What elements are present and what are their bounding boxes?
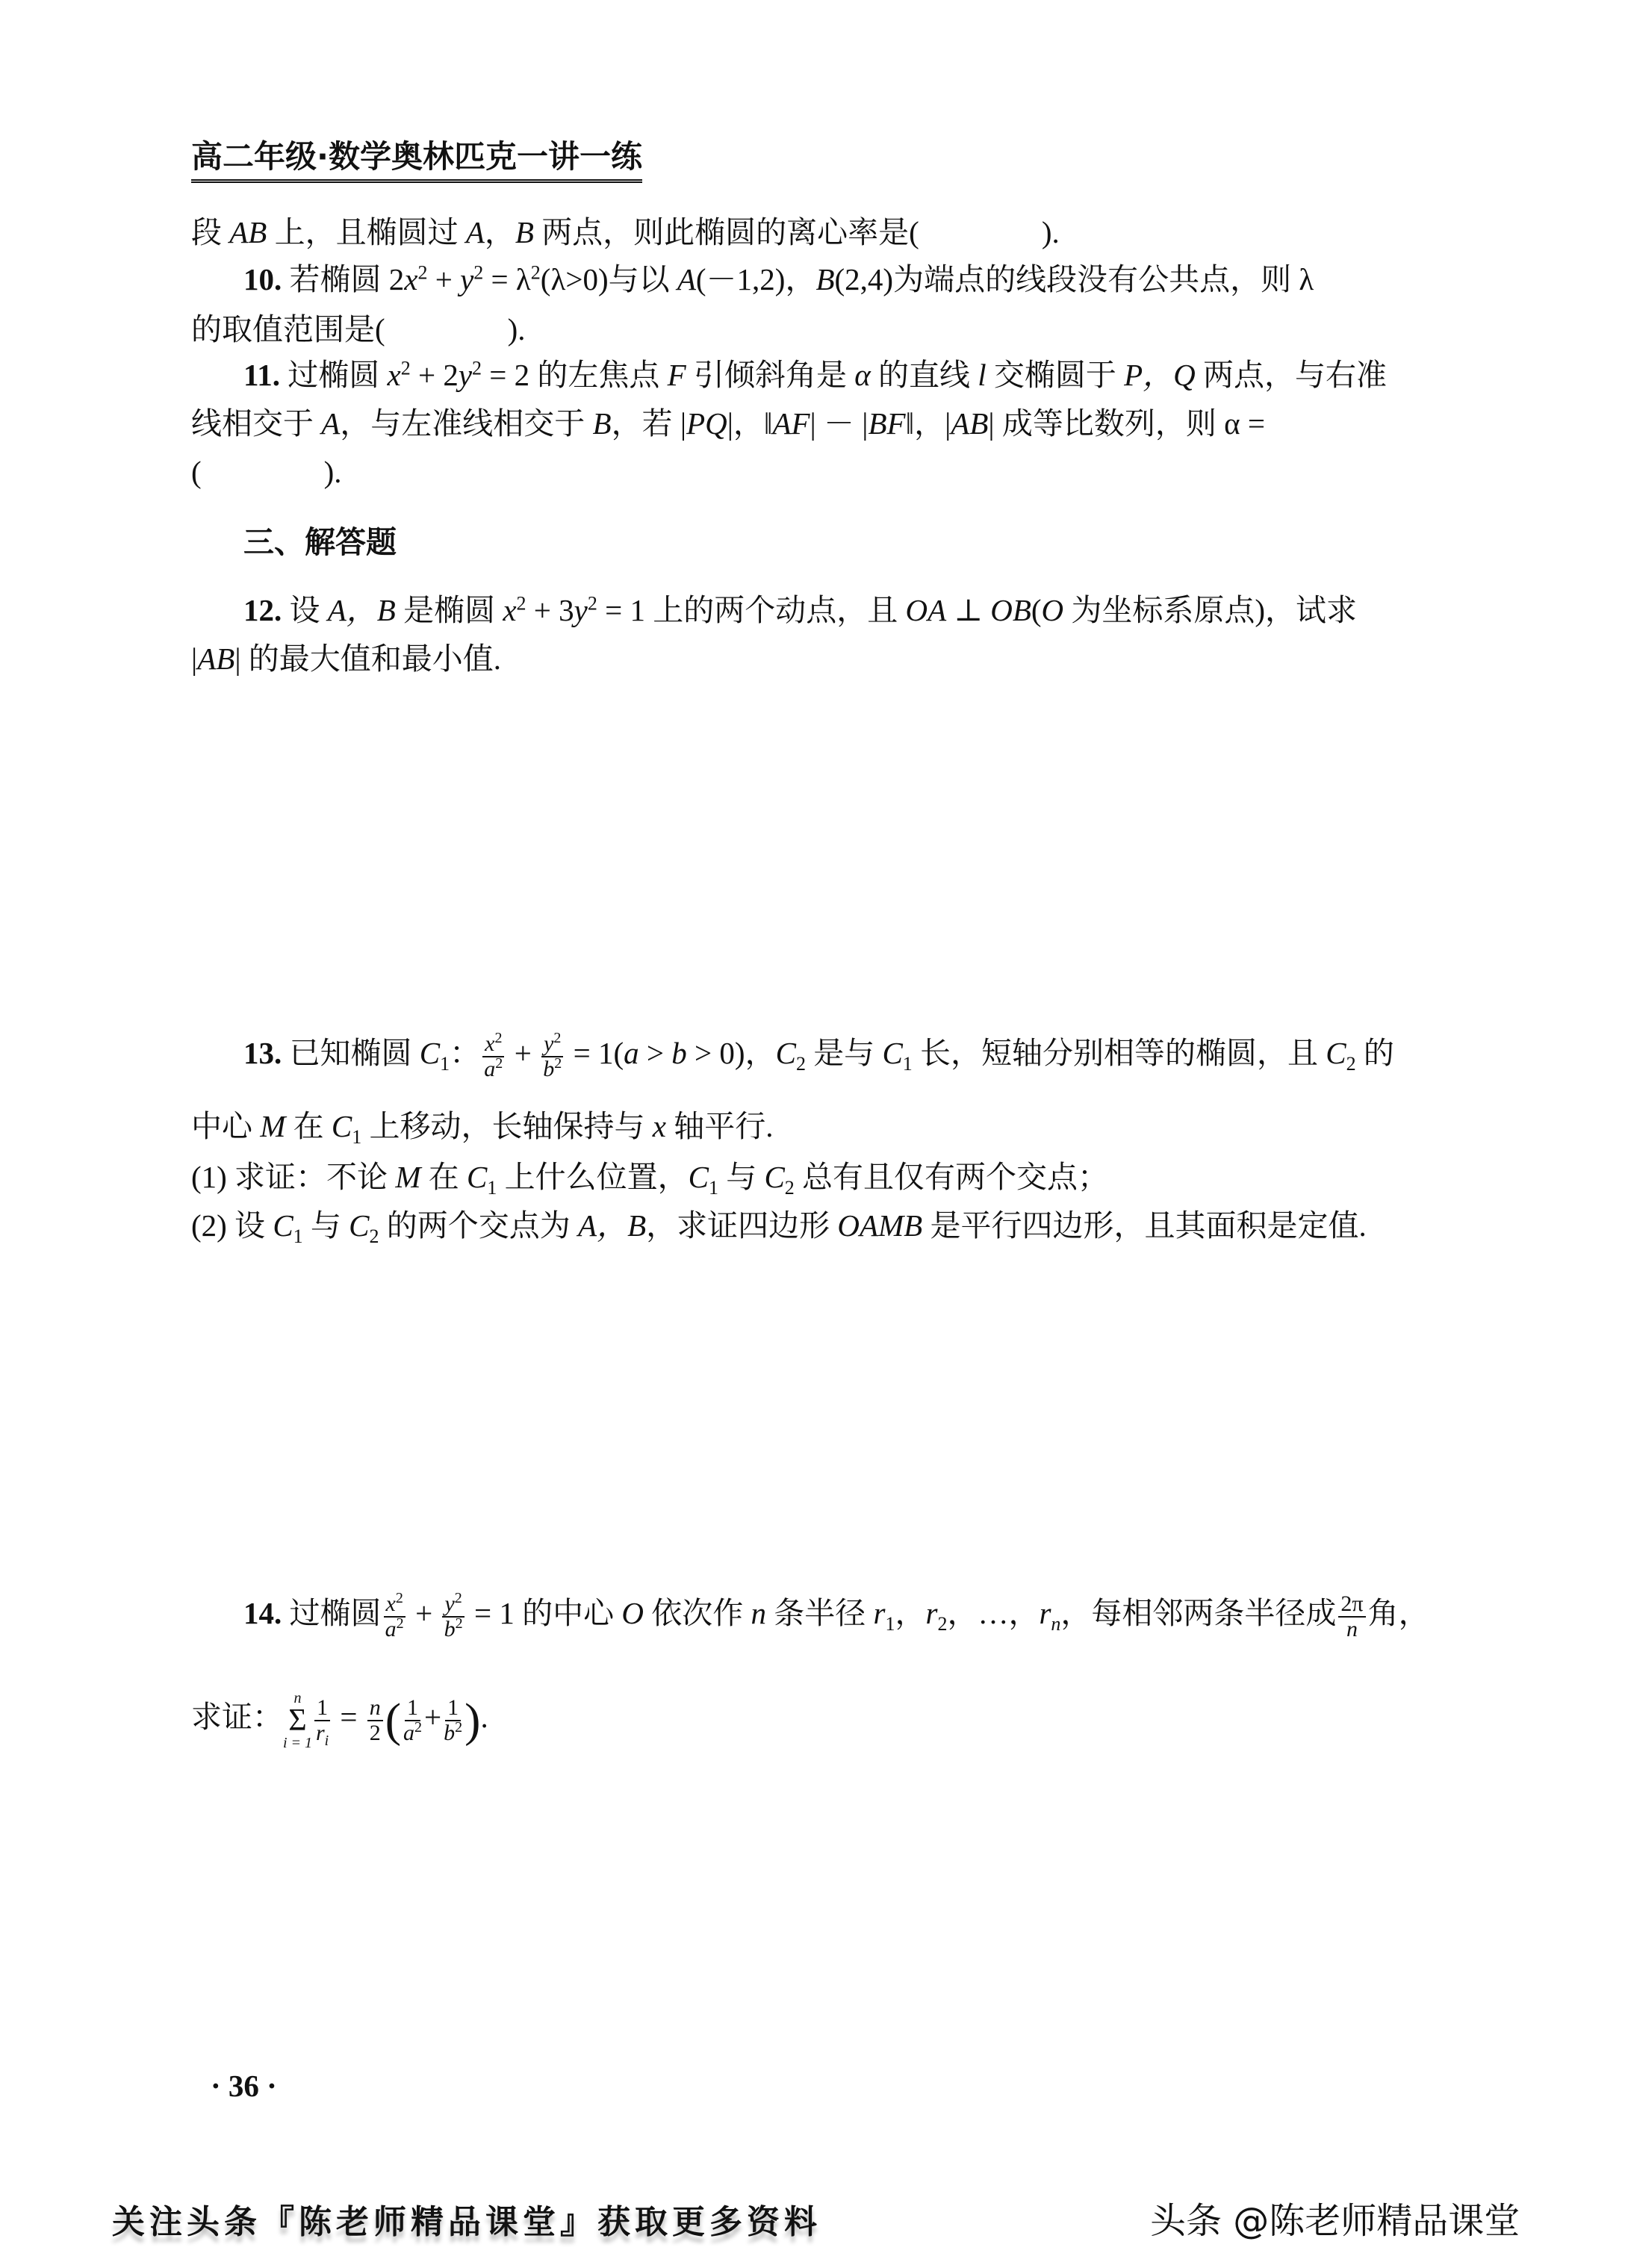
text: 线相交于	[191, 406, 322, 441]
math: b	[543, 1056, 555, 1081]
math: A，B	[578, 1208, 647, 1243]
text: 上移动，长轴保持与	[361, 1109, 653, 1143]
text: 过椭圆	[282, 1596, 382, 1630]
text: 段	[191, 215, 230, 249]
text: 两点，与右准	[1195, 358, 1388, 392]
math: O	[621, 1596, 644, 1630]
question-10: 10. 若椭圆 $2x^2 + y^2 = \lambda^2(\lambda>0)$与以 A(－1,2)，B(2,4)为端点的线段没有公共点，则 λ	[243, 261, 1314, 296]
text: 为坐标系原点)，试求	[1063, 593, 1358, 627]
math: C	[882, 1036, 903, 1070]
math: x	[503, 593, 517, 627]
math: B	[592, 406, 612, 441]
fraction: $\frac{1}{b^2}$	[444, 1694, 463, 1745]
section-heading: 三、解答题	[243, 524, 397, 560]
math: C	[349, 1208, 370, 1243]
math: y	[444, 1591, 455, 1616]
math: r	[925, 1596, 938, 1630]
question-number: 11.	[243, 358, 280, 392]
math: x	[385, 1591, 396, 1616]
math: y	[460, 262, 474, 296]
math: a	[385, 1616, 397, 1641]
text: 在	[420, 1160, 467, 1194]
text: 的直线	[870, 358, 978, 392]
text: (	[1031, 593, 1042, 627]
text: 是与	[805, 1036, 883, 1070]
text: | － |	[810, 406, 869, 441]
math: OAMB	[837, 1208, 923, 1243]
text: (1) 求证：不论	[191, 1160, 396, 1194]
math: OA	[905, 593, 947, 627]
question-13-part2: (2) 设 $C_1$ 与 $C_2$ 的两个交点为 A，B，求证四边形 OAMB 是平行四边形，且其面积是定值.	[191, 1208, 1367, 1248]
math: i = 1	[283, 1734, 313, 1751]
text: ，与左准线相交于	[340, 406, 593, 441]
math: 1	[405, 1696, 420, 1721]
text: |，‖	[727, 406, 773, 441]
text: (－1,2)，	[695, 262, 816, 296]
q9-continuation	[191, 211, 1060, 253]
text: 与	[718, 1160, 765, 1194]
math: A	[321, 406, 341, 441]
summation: n Σ i = 1	[283, 1689, 313, 1751]
math: b	[444, 1616, 456, 1641]
text: 总有且仅有两个交点；	[794, 1160, 1109, 1194]
text: >	[638, 1036, 672, 1070]
math: b	[444, 1720, 456, 1745]
math: x	[485, 1031, 495, 1056]
question-11-line3: ( ).	[191, 455, 342, 489]
text: 是椭圆	[395, 593, 503, 627]
fraction: $\frac{y^2}{b^2}$	[541, 1032, 563, 1081]
math: a	[484, 1056, 496, 1081]
math: r	[873, 1596, 886, 1630]
question-11: 11. 过椭圆 $x^2 + 2y^2 = 2$ 的左焦点 F 引倾斜角是 α 的直线 l 交椭圆于 P，Q 两点，与右准	[243, 357, 1388, 392]
text: 引倾斜角是	[686, 358, 855, 392]
math: C	[331, 1109, 352, 1143]
math: y	[458, 358, 473, 392]
text: ，…，	[947, 1596, 1040, 1630]
math: x	[404, 262, 418, 296]
fraction	[1338, 1592, 1365, 1641]
math: r	[315, 1720, 325, 1745]
math: C	[688, 1160, 709, 1194]
fraction: $\frac{x^2}{a^2}$	[384, 1592, 406, 1641]
math: A，B	[327, 593, 396, 627]
fraction: $\frac{y^2}{b^2}$	[442, 1592, 464, 1641]
math: l	[978, 358, 987, 392]
math: PQ	[686, 406, 727, 441]
math: y	[544, 1031, 554, 1056]
math: M	[395, 1160, 421, 1194]
text: 设	[282, 593, 328, 627]
text: 两点，则此椭圆的离心率是( ).	[533, 215, 1060, 249]
question-13: 13. 已知椭圆 $C_1$： $\frac{x^2}{a^2}$ + $\frac{y^2}{b^2}$ = 1(a > b > 0)，$C_2$ 是与 $C_1$ 长，短轴分别相等的椭圆，且 $C_2$ 的	[243, 1029, 1394, 1081]
text: = 1(	[565, 1036, 624, 1070]
math: AF	[772, 406, 810, 441]
math: BF	[868, 406, 906, 441]
math: A	[465, 215, 485, 249]
math: x	[387, 358, 401, 392]
math: n	[751, 1596, 767, 1630]
text: 角，	[1367, 1596, 1429, 1630]
text: ⊥	[946, 593, 991, 627]
text: ‖，|	[905, 406, 951, 441]
fraction: $\frac{1}{r_i}$	[315, 1694, 329, 1749]
text: 上，且椭圆过	[267, 215, 466, 249]
text: + 2	[410, 358, 459, 392]
question-13-line2: 中心 M 在 $C_1$ 上移动，长轴保持与 x 轴平行.	[191, 1109, 774, 1149]
text: + 3	[526, 593, 574, 627]
question-number: 13.	[243, 1036, 282, 1070]
text: = 2 的左焦点	[482, 358, 668, 392]
math: x	[652, 1109, 666, 1143]
watermark: 头条 @陈老师精品课堂	[1150, 2200, 1520, 2242]
math: r	[1039, 1596, 1051, 1630]
text: 上什么位置，	[497, 1160, 689, 1194]
question-14-line2: 求证： n Σ i = 1 $\frac{1}{r_i}$ = $\frac{n}{2}$ ( $\frac{1}{a^2}$ + $\frac{1}{b^2}$ ).	[191, 1689, 488, 1751]
running-header: 高二年级·数学奥林匹克一讲一练	[191, 136, 642, 183]
math: 2π	[1338, 1592, 1365, 1618]
text: 在	[285, 1109, 332, 1143]
math: a	[403, 1720, 414, 1745]
question-number: 10.	[243, 262, 282, 296]
math: B	[815, 262, 835, 296]
text: +	[407, 1596, 441, 1630]
math: a	[624, 1036, 639, 1070]
math: C	[1326, 1036, 1346, 1070]
math: C	[466, 1160, 488, 1194]
math: n	[1346, 1616, 1358, 1641]
text: ：	[450, 1036, 481, 1070]
math: O	[1041, 593, 1064, 627]
text: |	[191, 641, 198, 676]
math: C	[419, 1036, 441, 1070]
question-11-line2	[191, 403, 1265, 444]
question-12-line2	[191, 638, 501, 680]
text: = λ	[483, 262, 531, 296]
text: ，若 |	[611, 406, 687, 441]
math: P，Q	[1124, 358, 1196, 392]
math: n	[293, 1689, 302, 1706]
math: F	[667, 358, 686, 392]
text: = 1 上的两个动点，且	[597, 593, 906, 627]
question-10-line2: 的取值范围是( ).	[191, 312, 526, 347]
math: α	[854, 358, 871, 392]
fraction: $\frac{1}{a^2}$	[403, 1694, 422, 1745]
question-12: 12. 设 A，B 是椭圆 $x^2 + 3y^2 = 1$ 上的两个动点，且 OA ⊥ OB(O 为坐标系原点)，试求	[243, 592, 1358, 627]
math: C	[775, 1036, 796, 1070]
page-number: · 36 ·	[211, 2069, 277, 2103]
math: C	[764, 1160, 785, 1194]
math: A	[677, 262, 696, 296]
text: 过椭圆	[280, 358, 388, 392]
text: = 1 的中心	[466, 1596, 622, 1630]
text: 条半径	[766, 1596, 874, 1630]
text: (2,4)为端点的线段没有公共点，则 λ	[834, 262, 1314, 296]
text: (2) 设	[191, 1208, 273, 1243]
fraction: $\frac{x^2}{a^2}$	[482, 1032, 504, 1081]
question-13-part1: (1) 求证：不论 M 在 $C_1$ 上什么位置，$C_1$ 与 $C_2$ 总有且仅有两个交点；	[191, 1160, 1109, 1199]
text: | 的最大值和最小值.	[234, 641, 502, 676]
text: +	[506, 1036, 540, 1070]
fraction	[367, 1696, 383, 1745]
question-number: 14.	[243, 1596, 282, 1630]
text: 是平行四边形，且其面积是定值.	[922, 1208, 1367, 1243]
math: 2	[369, 1720, 381, 1745]
text: +	[427, 262, 461, 296]
text: | 成等比数列，则 α =	[988, 406, 1265, 441]
text: > 0)，	[686, 1036, 776, 1070]
question-14: 14. 过椭圆 $\frac{x^2}{a^2}$ + $\frac{y^2}{b^2}$ = 1 的中心 O 依次作 n 条半径 $r_1$，$r_2$，…，$r_n$，每相邻两条半径成 $\frac{2\pi}{n}$ 角，	[243, 1589, 1429, 1641]
math: n	[367, 1696, 383, 1721]
text: 长，短轴分别相等的椭圆，且	[912, 1036, 1326, 1070]
text: 求证：	[191, 1700, 283, 1734]
text: 与	[302, 1208, 349, 1243]
footer-promo: 关注头条『陈老师精品课堂』获取更多资料	[112, 2203, 821, 2241]
question-number: 12.	[243, 593, 282, 627]
math: AB	[951, 406, 989, 441]
text: (λ>0)与以	[540, 262, 677, 296]
math: C	[273, 1208, 293, 1243]
text: 若椭圆 2	[282, 262, 405, 296]
text: 的两个交点为	[379, 1208, 579, 1243]
math: y	[574, 593, 588, 627]
math: AB	[197, 641, 235, 676]
text: ，	[484, 215, 515, 249]
math: B	[515, 215, 534, 249]
text: 中心	[191, 1109, 261, 1143]
text: 交椭圆于	[986, 358, 1125, 392]
math: 1	[314, 1696, 330, 1721]
text: 轴平行.	[665, 1109, 774, 1143]
text: 已知椭圆	[282, 1036, 420, 1070]
text: =	[332, 1700, 365, 1734]
math: AB	[229, 215, 267, 249]
text: ，每相邻两条半径成	[1060, 1596, 1337, 1630]
math: 1	[445, 1696, 461, 1721]
text: 的	[1355, 1036, 1394, 1070]
text: ，求证四边形	[646, 1208, 838, 1243]
math: M	[260, 1109, 286, 1143]
math: OB	[990, 593, 1031, 627]
text: 依次作	[644, 1596, 751, 1630]
math: b	[671, 1036, 687, 1070]
